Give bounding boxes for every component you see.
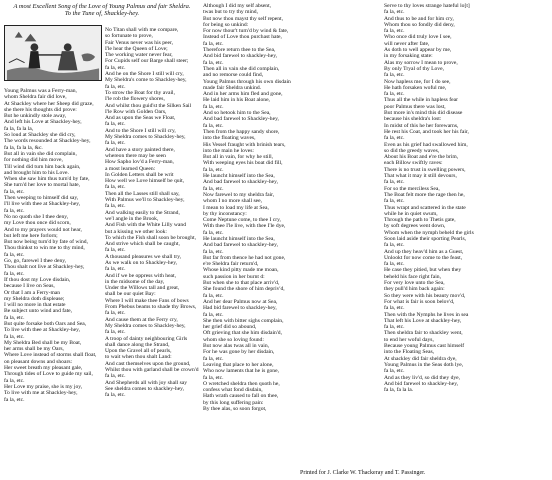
verse-line: For so the merciless Sea, [384, 185, 440, 192]
verse-line: As doth to well appear by me, [384, 47, 452, 54]
verse-line: fa la, fa la la. [384, 387, 414, 394]
verse-line: fa la, etc. [203, 229, 224, 236]
verse-line: Then from the happy sandy shore, [203, 128, 280, 135]
woodcut-image [5, 26, 101, 80]
verse-line: fa la, etc. [203, 355, 224, 362]
verse-line: To strow the Boat for thy avail, [105, 89, 175, 96]
verse-line: For very love unto the Sea, [384, 280, 445, 287]
verse-line: fa la, etc. [203, 292, 224, 299]
verse-line: With weeping eyes his boat did fill, [203, 160, 283, 167]
verse-line: shall be our quiet Bay: [105, 291, 156, 298]
woodcut-illustration [4, 25, 102, 81]
verse-line: Where Love instead of storms shall float, [4, 352, 97, 359]
verse-line: Thus wrapt and scattered in the state [384, 204, 466, 211]
verse-line: Young Palmus was a Ferry-man, [4, 88, 77, 94]
verse-line: Through tides of Love to guide my sail, [4, 371, 93, 378]
verse-line: fa la, etc. [105, 373, 126, 380]
verse-line: to wait when thou shalt Land: [105, 354, 172, 361]
verse-line: And as they liv'd, so did they dye, [384, 374, 461, 381]
verse-line: fa la, etc. [384, 324, 405, 331]
verse-line: fa la, fa la la, [4, 125, 34, 132]
verse-line: Thou thinkst to win me to thy mind, [4, 245, 85, 252]
verse-line: And Shepherds all with joy shall say [105, 379, 188, 386]
verse-line: fa la, etc. [105, 140, 126, 147]
verse-line: Her sweet breath my pleasant gale, [4, 365, 83, 372]
verse-line: And if we be oppress with heat, [105, 272, 176, 279]
verse-line: At Shackley where her Sheep did graze, [4, 100, 94, 107]
verse-line: And bid farewel to shackley-hey, [203, 53, 278, 60]
verse-line: but left me here forlorn; [4, 232, 58, 239]
verse-line: So loud at Shackley she did cry, [4, 132, 76, 139]
verse-line: we'l angle in the Brook, [105, 215, 159, 222]
verse-line: A thousand pleasures we shall try, [105, 253, 182, 260]
verse-line: Whose kind pitty made me moan, [203, 267, 279, 274]
title-line-1: A most Excellent Song of the Love of Young Palmus and fair Sheldra. [13, 3, 191, 10]
verse-line: for nothing did him move, [4, 157, 63, 164]
verse-line: into the main he loves: [203, 147, 254, 154]
verse-line: And thus to be and for him cry, [384, 15, 454, 22]
verse-line: Serve to thy loves strange hateful lo[t] [384, 3, 470, 9]
verse-line: each Billow swiftly raves: [384, 160, 443, 167]
verse-line: With Palmus we'll to Shackley-hey, [105, 197, 185, 204]
verse-line: And in her arms him fled and gone, [203, 91, 283, 98]
verse-line: fa la, etc. [105, 392, 126, 399]
verse-line: For what is fair is soon belov'd, [384, 298, 455, 305]
verse-line: And bid farewel to shackley-hey, [384, 380, 459, 387]
verse-line: But he unkindly stole away, [4, 113, 67, 120]
verse-line: By only Tryal of thy Love, [384, 65, 444, 72]
verse-line: Because young Palmus cast himself [384, 343, 465, 350]
verse-line: will never after fate, [384, 40, 430, 47]
verse-line: And have a story painted there, [105, 146, 175, 153]
verse-line: Alas my sorrow I mean to prove, [384, 59, 458, 66]
verse-line: And to the Shore I still will cry, [105, 127, 176, 134]
verse-line: To live with thee at Shackley-hey, [4, 327, 80, 334]
verse-line: Although I did my self absent, [203, 3, 272, 9]
verse-line: fa la, etc. [384, 368, 405, 375]
verse-line: her arms shall be my Oars, [4, 346, 64, 353]
verse-line: When she saw him thus turn'd by fate, [4, 176, 90, 183]
verse-line: to end her woful days, [384, 336, 434, 343]
verse-line: Therefore return thee to the Sea, [203, 47, 276, 54]
verse-line: Her Love my praise, she is my joy, [4, 383, 83, 390]
verse-line: fa la, etc. [384, 261, 405, 268]
verse-line: He launcht himself into the Sea, [203, 173, 275, 180]
verse-line: He hath forsaken woful me, [384, 84, 447, 91]
verse-column-3 [203, 3, 383, 412]
verse-line: I'le rob the flowery shores, [105, 96, 165, 103]
verse-line: He launcht himself into the Sea, [203, 235, 275, 242]
verse-line: Leaving that place to her alone, [203, 361, 274, 368]
verse-line: she there his thoughts did prove: [4, 106, 77, 113]
verse-line: twas but to try thy mind, [203, 9, 259, 16]
verse-line: Upon the Gravel all of pearls, [105, 348, 172, 355]
verse-line: And bad farewel to Shackley-hey, [203, 116, 279, 123]
verse-line: in the midsome of the day, [105, 278, 165, 285]
verse-line: Whilst thou with garland shall be crown'd [105, 367, 199, 374]
verse-line: into the floating waves, [203, 135, 256, 142]
verse-line: But now alas twas all in vain, [203, 343, 270, 350]
verse-line: fa la, etc. [203, 103, 224, 110]
verse-line: Unlookt for now come to the feast, [384, 254, 463, 261]
verse-line: e're Sheldra fair return'd, [203, 261, 259, 268]
verse-line: No Titan shall with me compare, [105, 27, 179, 33]
verse-line: In Golden Letters shall be writ [105, 171, 174, 178]
verse-line: fa la, etc. [384, 9, 405, 16]
verse-line: Then with the Nymphs he lives in sea [384, 311, 469, 318]
verse-line: Come Neptune come, to thee I cry, [203, 217, 281, 224]
ballad-title [4, 3, 200, 18]
verse-line: beheld his face right fain, [384, 273, 442, 280]
verse-line: But more in's mind this did disease [384, 110, 463, 117]
verse-line: a most learned Queen: [105, 165, 156, 172]
verse-line: And he on the Shore I still will cry, [105, 71, 184, 78]
verse-line: Whom thou so fondly did deny, [384, 21, 455, 28]
verse-line: So they were with his beauty mov'd, [384, 292, 466, 299]
verse-line: on pleasant downs and shoars: [4, 358, 73, 365]
verse-line: my Sheldra doth displease; [4, 295, 65, 302]
verse-line: Then sheldra fair to shackley went, [384, 330, 463, 337]
verse-line: I'le hear the Queen of Love; [105, 45, 168, 52]
verse-line: fa la, etc. [384, 198, 405, 205]
verse-line: But far from thence he had not gone, [203, 254, 286, 261]
verse-line: confess what fond disdain, [203, 387, 263, 394]
verse-line: There is no trust in swelling powers, [384, 166, 466, 173]
verse-line: so fortunate to prove, [105, 33, 153, 40]
verse-line: Through the path to Thetis gate, [384, 217, 456, 224]
verse-line: A troop of dainty neighbouring Girls [105, 335, 188, 342]
verse-line: How well we Love himself be quit, [105, 178, 185, 185]
verse-line: fa la, fa la la, &c. [4, 144, 43, 151]
verse-line: She found the shore of him depriv'd, [203, 286, 285, 293]
verse-line: I will no more in that estate [4, 302, 66, 309]
verse-line: And as upon the Seas we Float, [105, 115, 176, 122]
verse-line: To live with me at Shackley-hey, [4, 390, 78, 397]
verse-line: Thus all the while in hapless fear [384, 97, 458, 104]
verse-line: O wretched sheldra then quoth he, [203, 380, 280, 387]
verse-line: As we walk on to Shackley-hey, [105, 259, 178, 266]
verse-line: fa la, etc. [4, 251, 25, 258]
verse-line: made fair Sheldra unkind. [203, 84, 262, 91]
verse-line: And up they heav'd him as a Guest, [384, 248, 464, 255]
verse-line: I mean to load my life at Sea, [203, 204, 269, 211]
verse-line: fa la, etc. [105, 64, 126, 71]
verse-line: I'le Row with Golden Oars, [105, 108, 167, 115]
verse-line: My Sheldra comes to Shackley-hey, [105, 134, 186, 141]
verse-line: And left his Love at Shackley-hey, [4, 119, 82, 126]
verse-line: That left his Love at shackley-hey, [384, 317, 462, 324]
verse-column-1 [4, 88, 104, 403]
verse-line: No no quoth she I thee deny, [4, 213, 69, 220]
verse-line: Where I will make thee Fans of bows [105, 297, 189, 304]
verse-line: fa la, etc. [203, 166, 224, 173]
verse-line: Then all the Lasses still shall say, [105, 190, 180, 197]
verse-line: From Phebus beams to shade thy Brows, [105, 304, 197, 311]
verse-line: But quite forsake both Oars and Sea, [4, 320, 87, 327]
verse-line: My Sheldra comes to Shackley-hey, [105, 322, 186, 329]
verse-line: Under the Willows tall and great, [105, 285, 180, 292]
verse-line: How Sapho lov'd a Ferry-man, [105, 159, 174, 166]
verse-line: fa la, etc. [4, 314, 25, 321]
verse-line: The words resounded at Shackley-hey, [4, 138, 91, 145]
verse-line: fa la, etc. [105, 184, 126, 191]
verse-line: fa la, etc. [4, 377, 25, 384]
verse-line: fa la, etc. [384, 135, 405, 142]
verse-line: And whilst thou guid'st the Silken Sail [105, 102, 192, 109]
verse-line: But now thou mayst thy self repent, [203, 15, 284, 22]
verse-line: because his sheldra's lost: [384, 116, 442, 123]
verse-line: fa la, etc. [4, 207, 25, 214]
verse-line: By thee alas, so soon forgot, [203, 406, 267, 412]
verse-line: At shackley did fair sheldra dye, [384, 355, 457, 362]
verse-line: Who now laments that he is gone, [203, 368, 279, 375]
verse-line: For he was gone by her disdain, [203, 349, 275, 356]
verse-column-4 [384, 3, 550, 393]
verse-line: Soon laid aside their sporting Pearls, [384, 235, 467, 242]
verse-line: He rest his Coat, and took her his fair, [384, 128, 469, 135]
verse-line: See sheldra comes to shackley-hey, [105, 385, 185, 392]
verse-line: The working water never fear, [105, 52, 173, 59]
verse-line: such passion in her burnt d: [203, 273, 265, 280]
verse-line: And bad farewel to shackley-hey, [203, 179, 278, 186]
verse-line: For Cupids self our Barge shall steer; [105, 58, 189, 65]
verse-line: With thee I'le live, with thee I'le dye, [203, 223, 286, 230]
verse-line: whom I no more shall see, [203, 198, 263, 205]
verse-line: Now hapless me, for I do see, [384, 78, 451, 85]
verse-line: fa la, etc. [384, 179, 405, 186]
verse-line: fa la, etc. [384, 305, 405, 312]
verse-line: fa la, etc. [203, 248, 224, 255]
verse-line: her grief did so abound, [203, 324, 257, 331]
verse-line: Who once did truly love I see, [384, 34, 452, 41]
verse-line: And so hetook him to the Sea, [203, 110, 271, 117]
verse-line: into the Floating Seas, [384, 349, 435, 356]
verse-line: and no remorse could find, [203, 72, 264, 79]
verse-line: my Love thou once did scorn, [4, 220, 71, 227]
verse-line: And Fish with the White Lilly wand [105, 222, 187, 229]
verse-line: whom Sheldra fair did love, [4, 94, 67, 101]
verse-line: because I live on Seas, [4, 283, 55, 290]
verse-line: fa la, etc. [384, 28, 405, 35]
verse-line: whereon there may be seen [105, 152, 166, 159]
verse-line: His Vessel fraught with brinish tears, [203, 141, 286, 148]
verse-line: Till wind did turn him back again, [4, 163, 81, 170]
verse-line: The Boat felt more the rage then he, [384, 191, 465, 198]
verse-line: But now being turn'd by fate of wind, [4, 239, 88, 246]
verse-line: fa la, etc. [105, 247, 126, 254]
printer-imprint: Printed for J. Clarke W. Thackeray and T. Passinger. [300, 470, 426, 476]
verse-line: so did the greedy waves, [384, 147, 440, 154]
verse-line: In midst of this he her forewarns, [384, 122, 459, 129]
title-line-2: To the Tune of, Shackley-hey. [64, 10, 140, 18]
verse-line: and brought him to his Love. [4, 169, 69, 176]
verse-line: fa la, etc. [105, 121, 126, 128]
verse-line: for being so unkind: [203, 21, 249, 28]
verse-line: She then with bitter sighs complain, [203, 317, 284, 324]
verse-line: they pull'd him back again: [384, 286, 445, 293]
verse-line: fa la, etc. [203, 374, 224, 381]
verse-line: And cause them at the Ferry cry, [105, 316, 178, 323]
verse-line: Thou shalt not live at Shackley-hey, [4, 264, 85, 271]
verse-line: fa la, etc. [105, 83, 126, 90]
verse-line: Be subject unto wind and fate, [4, 308, 73, 315]
verse-line: And her dear Palmus now at Sea, [203, 298, 278, 305]
verse-line: But when she to that place arriv'd, [203, 280, 280, 287]
verse-line: by soft degrees went down, [384, 223, 446, 230]
verse-line: He case they pitied, but when they [384, 267, 462, 274]
verse-line: fa la, etc. [384, 72, 405, 79]
verse-line: Go, go, farewel I thee deny, [4, 258, 67, 265]
verse-line: And cast themselves upon the ground, [105, 360, 191, 367]
verse-line: fa la, etc. [4, 188, 25, 195]
verse-line: fa la, etc. [105, 203, 126, 210]
verse-line: I'll live with thee at Shackley-hey, [4, 201, 81, 208]
verse-line: by this long suffering pain: [203, 399, 264, 406]
verse-line: For now thour't turn'd by wind & fate, [203, 28, 289, 35]
verse-line: fa la, etc. [105, 266, 126, 273]
verse-line: Hath wrath caused to fall on thee, [203, 393, 279, 400]
verse-line: Then weeping to himself did say, [4, 195, 79, 202]
verse-line: fa la, etc. [4, 270, 25, 277]
verse-line: fa la, etc. [4, 333, 25, 340]
verse-line: And strive which shall be caught, [105, 241, 180, 248]
verse-line: fa la, etc. [105, 310, 126, 317]
verse-line: To which the Fish shall soon be brought, [105, 234, 196, 241]
verse-line: But all in vain she did complain, [4, 150, 77, 157]
verse-line: That what it may it still devours, [384, 173, 457, 180]
verse-line: Now farewel to my sheldra fair, [203, 191, 275, 198]
verse-line: fa la, etc. [203, 59, 224, 66]
verse-line: Even as his grief had swallowed him, [384, 141, 468, 148]
verse-line: And walking easily to the Strand, [105, 209, 180, 216]
verse-line: Young Palmus through his own disdain [203, 78, 291, 85]
verse-line: by thy inconstancy: [203, 210, 247, 217]
verse-line: fa la, etc. [203, 40, 224, 47]
verse-line: while he in quiet swum, [384, 210, 438, 217]
verse-line: Young Palmus in the Seas doth lye, [384, 361, 464, 368]
verse-line: He laid him in his Boat alone, [203, 97, 270, 104]
verse-line: She turn'd her love to mortal hate, [4, 182, 81, 189]
verse-line: fa la, etc. [384, 91, 405, 98]
verse-line: fa la, etc. [384, 242, 405, 249]
verse-line: fa la, etc. [203, 185, 224, 192]
verse-line: fa la, etc. [4, 396, 25, 403]
verse-line: Or that I am a Ferry-man [4, 289, 61, 296]
verse-line: poor Palmus there was lost, [384, 103, 446, 110]
verse-line: And to my prayers would not hear, [4, 226, 82, 233]
verse-line: About his Boat and e're the brim, [384, 154, 459, 161]
verse-line: Then all in vain she did complain, [203, 65, 280, 72]
verse-line: Whom when the nymph beheld the girls [384, 229, 474, 236]
verse-line: But all in vain, for why he still, [203, 154, 274, 161]
verse-column-2 [105, 27, 200, 399]
verse-line: whom she so loving found: [203, 336, 264, 343]
verse-line: fa la, etc. [203, 122, 224, 129]
verse-line: My Sheldra Bed shall be my Boat, [4, 339, 82, 346]
verse-line: Fair Venus never was his peer, [105, 39, 174, 46]
verse-line: fa la, etc. [203, 311, 224, 318]
verse-line: Oft grieving that she him disdain'd, [203, 330, 282, 337]
verse-line: Had bid farewel to shackley-hey, [203, 305, 277, 312]
verse-line: in my forsaking state: [384, 53, 433, 60]
verse-line: but a kissing we other look: [105, 228, 167, 235]
verse-line: If thou dost my Love disdain, [4, 276, 71, 283]
verse-line: Instead of Love thou purchast hate, [203, 34, 282, 41]
verse-line: And bad farewel to shackley-hey, [203, 242, 278, 249]
verse-line: fa la, etc. [105, 329, 126, 336]
verse-line: My Sheldra's come to Shackley-hey, [105, 77, 187, 84]
verse-line: shall dance along the Strand, [105, 341, 170, 348]
